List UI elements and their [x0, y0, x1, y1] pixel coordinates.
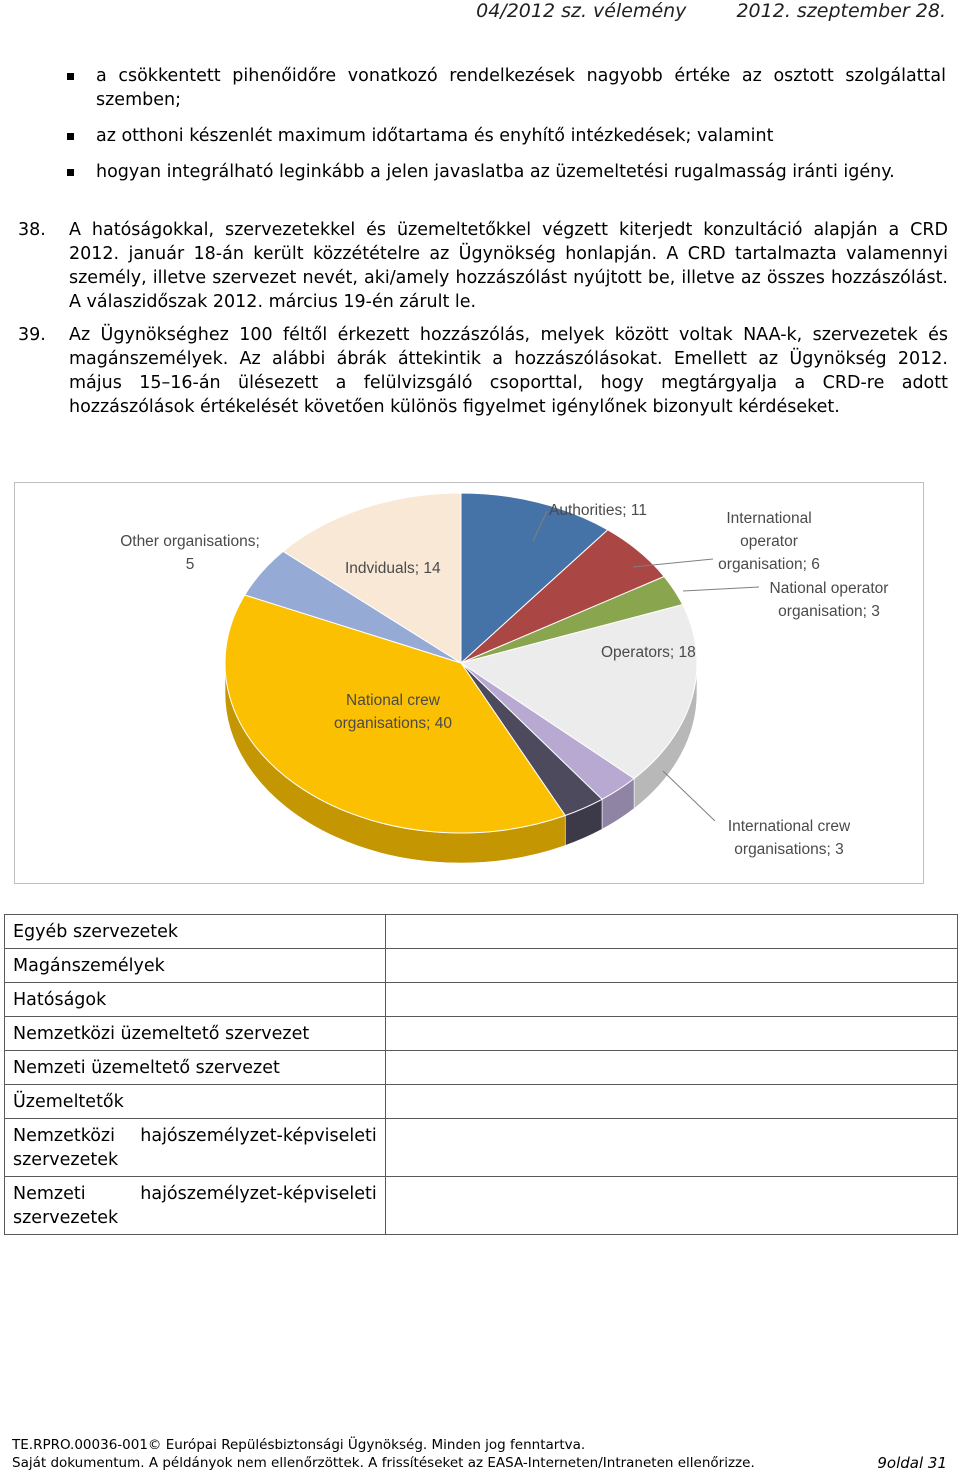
paragraph-text: A hatóságokkal, szervezetekkel és üzemeltetőkkel végzett kiterjedt konzultáció alapján a CRD 2012. január 18-án került közzétételre az Ügynökség honlapján. A CRD tartalmazta valamennyi személy, illetve szervezet nevét, aki/amely hozzászólást nyújtott be, illetve az összes hozzászólást. A válaszidőszak 2012. március 19-én zárult le. — [69, 220, 948, 312]
label-other-2: 5 — [185, 556, 195, 573]
label-intl-crew-1: International crew — [727, 818, 851, 835]
label-authorities: Authorities; 11 — [549, 502, 647, 519]
empty-value-cell — [385, 983, 957, 1017]
table-row — [5, 1119, 958, 1177]
label-individuals: Indviduals; 14 — [345, 560, 441, 577]
paragraph-text: Az Ügynökséghez 100 féltől érkezett hozzászólás, melyek között voltak NAA-k, szervezetek és magánszemélyek. Az alábbi ábrák áttekintik a hozzászólásokat. Emellett az Ügynökség 2012. május 15–16-án ülésezett a felülvizsgáló csoporttal, hogy megtárgyalja a CRD-re adott hozzászólások értékelését követően különös figyelmet igénylőnek bizonyult kérdéseket. — [69, 325, 948, 417]
label-natl-crew-2: organisations; 40 — [333, 715, 453, 732]
empty-value-cell — [385, 1119, 957, 1177]
table-row — [5, 915, 958, 949]
label-intl-operator-2: operator — [740, 533, 798, 550]
opinion-number: 04/2012 sz. vélemény — [476, 0, 687, 22]
table-row — [5, 949, 958, 983]
label-intl-operator-3: organisation; 6 — [718, 556, 820, 573]
empty-value-cell — [385, 1017, 957, 1051]
leader-line — [683, 587, 759, 591]
paragraph-number: 39. — [18, 325, 46, 345]
category-name-cell: Magánszemélyek — [5, 949, 386, 983]
page-number: 9oldal 31 — [877, 1454, 947, 1472]
table-row — [5, 1051, 958, 1085]
bullet-list — [66, 64, 946, 196]
paragraph-38 — [18, 218, 948, 314]
label-intl-crew-2: organisations; 3 — [734, 841, 844, 858]
page-header — [432, 0, 946, 24]
label-natl-operator-1: National operator — [769, 580, 889, 597]
pie-chart-svg — [15, 483, 923, 883]
label-natl-crew-1: National crew — [346, 692, 440, 709]
page-footer — [12, 1436, 947, 1472]
pie-chart — [14, 482, 924, 884]
document-notice: Saját dokumentum. A példányok nem ellenőrzöttek. A frissítéseket az EASA-Interneten/Intraneten ellenőrizze. — [12, 1455, 755, 1471]
category-name-cell: Nemzeti üzemeltető szervezet — [5, 1051, 386, 1085]
category-name-cell: Nemzetközi hajószemélyzet-képviseleti szervezetek — [5, 1119, 386, 1177]
table-row — [5, 983, 958, 1017]
header-date: 2012. szeptember 28. — [736, 0, 946, 22]
category-name-cell: Hatóságok — [5, 983, 386, 1017]
label-operators: Operators; 18 — [601, 644, 696, 661]
category-name-cell: Üzemeltetők — [5, 1085, 386, 1119]
empty-value-cell — [385, 1177, 957, 1235]
leader-line — [663, 771, 715, 821]
paragraph-number: 38. — [18, 220, 46, 240]
empty-value-cell — [385, 1051, 957, 1085]
bullet-item: a csökkentett pihenőidőre vonatkozó rendelkezések nagyobb értéke az osztott szolgálattal szemben; — [66, 64, 946, 112]
category-name-cell: Egyéb szervezetek — [5, 915, 386, 949]
table-row — [5, 1085, 958, 1119]
empty-value-cell — [385, 915, 957, 949]
paragraph-39 — [18, 323, 948, 419]
category-name-cell: Nemzetközi üzemeltető szervezet — [5, 1017, 386, 1051]
table-row — [5, 1177, 958, 1235]
empty-value-cell — [385, 1085, 957, 1119]
label-natl-operator-2: organisation; 3 — [778, 603, 880, 620]
category-table — [4, 914, 958, 1235]
table-row — [5, 1017, 958, 1051]
category-name-cell: Nemzeti hajószemélyzet-képviseleti szervezetek — [5, 1177, 386, 1235]
copyright-line: TE.RPRO.00036-001© Európai Repülésbiztonsági Ügynökség. Minden jog fenntartva. — [12, 1437, 586, 1453]
label-other-1: Other organisations; — [120, 533, 260, 550]
label-intl-operator-1: International — [726, 510, 812, 527]
bullet-item: az otthoni készenlét maximum időtartama és enyhítő intézkedések; valamint — [66, 124, 946, 148]
bullet-item: hogyan integrálható leginkább a jelen javaslatba az üzemeltetési rugalmasság iránti igény. — [66, 160, 946, 184]
empty-value-cell — [385, 949, 957, 983]
